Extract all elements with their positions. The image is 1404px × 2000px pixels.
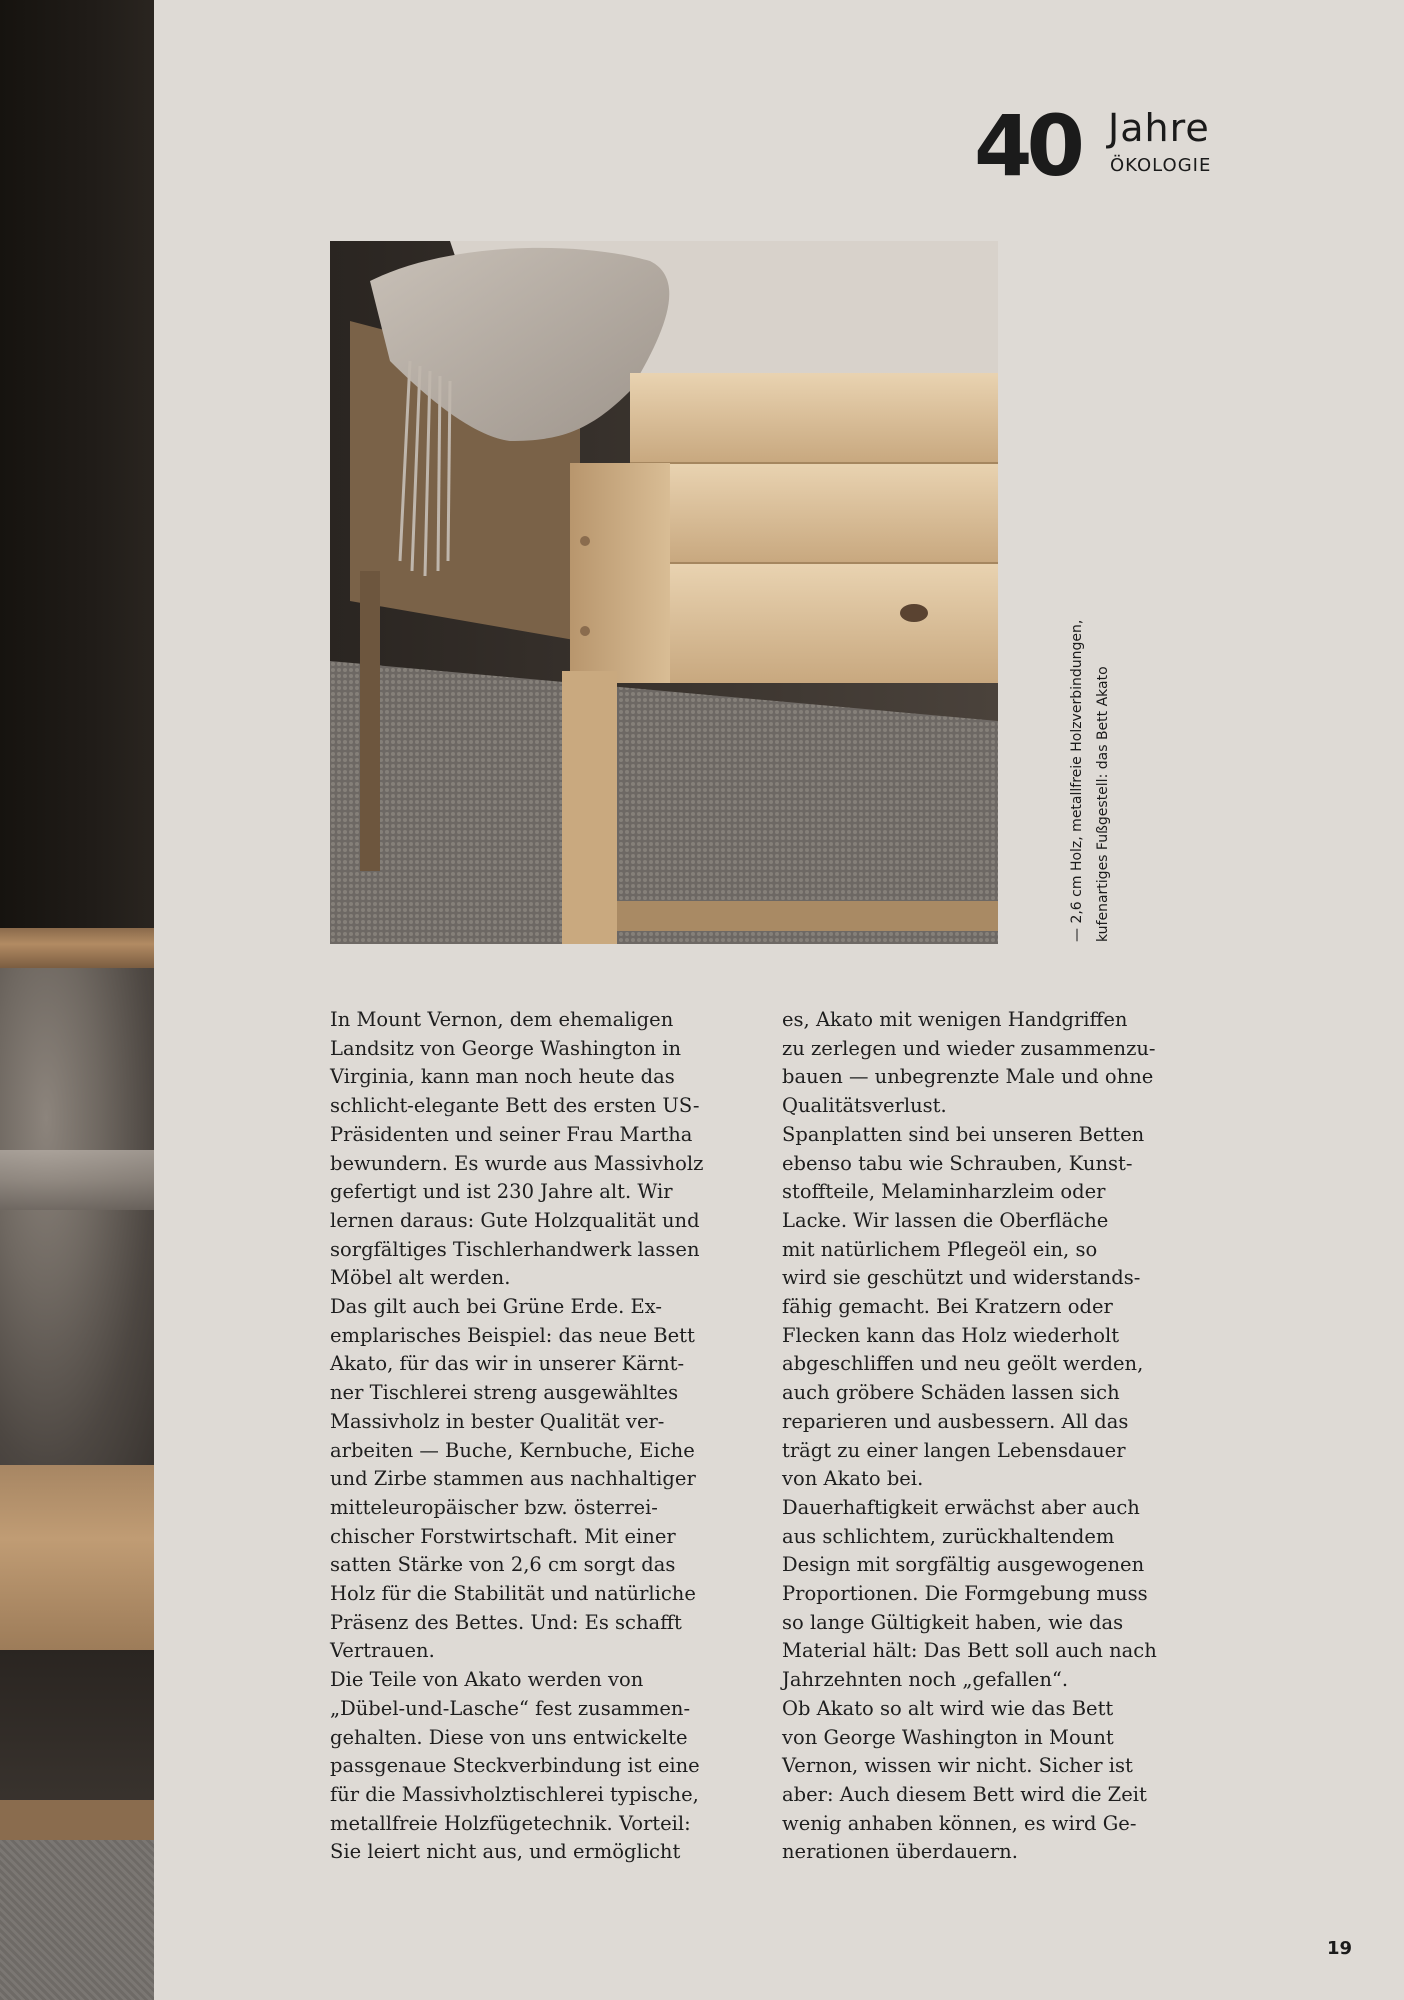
text-line: Die Teile von Akato werden von [330, 1668, 644, 1692]
logo-number: 40 [974, 97, 1079, 195]
text-line: Das gilt auch bei Grüne Erde. Ex- [330, 1295, 662, 1319]
text-line: Möbel alt werden. [330, 1266, 511, 1290]
text-line: „Dübel-und-Lasche“ fest zusammen- [330, 1696, 691, 1720]
text-line: emplarisches Beispiel: das neue Bett [330, 1323, 695, 1347]
left-edge-photo [0, 0, 154, 2000]
text-line: gehalten. Diese von uns entwickelte [330, 1725, 688, 1749]
text-line: wenig anhaben können, es wird Ge- [782, 1811, 1137, 1835]
text-line: satten Stärke von 2,6 cm sorgt das [330, 1553, 676, 1577]
body-text-right [782, 1006, 1222, 1867]
text-line: Akato, für das wir in unserer Kärnt- [330, 1352, 685, 1376]
text-line: ebenso tabu wie Schrauben, Kunst- [782, 1151, 1133, 1175]
text-line: bewundern. Es wurde aus Massivholz [330, 1151, 704, 1175]
text-line: Flecken kann das Holz wiederholt [782, 1323, 1120, 1347]
text-line: arbeiten — Buche, Kernbuche, Eiche [330, 1438, 695, 1462]
text-line: Proportionen. Die Formgebung muss [782, 1582, 1148, 1606]
text-line: Virginia, kann man noch heute das [330, 1065, 675, 1089]
text-line: In Mount Vernon, dem ehemaligen [330, 1008, 674, 1031]
caption-line: — 2,6 cm Holz, metallfreie Holzverbindungen, [1069, 619, 1085, 942]
text-line: nerationen überdauern. [782, 1840, 1018, 1864]
text-line: wird sie geschützt und widerstands- [782, 1266, 1141, 1290]
text-line: gefertigt und ist 230 Jahre alt. Wir [330, 1180, 673, 1204]
text-line: mitteleuropäischer bzw. österrei- [330, 1495, 658, 1519]
text-line: Präsenz des Bettes. Und: Es schafft [330, 1610, 682, 1634]
text-line: metallfreie Holzfügetechnik. Vorteil: [330, 1811, 691, 1835]
logo-word: Jahre [1108, 106, 1210, 150]
text-line: zu zerlegen und wieder zusammenzu- [782, 1036, 1156, 1060]
text-line: bauen — unbegrenzte Male und ohne [782, 1065, 1154, 1089]
text-line: so lange Gültigkeit haben, wie das [782, 1610, 1124, 1634]
text-line: abgeschliffen und neu geölt werden, [782, 1352, 1144, 1376]
text-line: es, Akato mit wenigen Handgriffen [782, 1008, 1128, 1031]
text-line: Vernon, wissen wir nicht. Sicher ist [782, 1754, 1133, 1778]
text-line: Vertrauen. [330, 1639, 435, 1663]
text-line: auch gröbere Schäden lassen sich [782, 1381, 1120, 1405]
text-line: ner Tischlerei streng ausgewähltes [330, 1381, 679, 1405]
text-line: Präsidenten und seiner Frau Martha [330, 1122, 693, 1146]
text-line: Massivholz in bester Qualität ver- [330, 1409, 665, 1433]
text-line: trägt zu einer langen Lebensdauer [782, 1438, 1126, 1462]
text-line: reparieren und ausbessern. All das [782, 1409, 1129, 1433]
text-line: passgenaue Steckverbindung ist eine [330, 1754, 700, 1778]
text-line: für die Massivholztischlerei typische, [330, 1782, 699, 1806]
text-line: chischer Forstwirtschaft. Mit einer [330, 1524, 676, 1548]
text-line: Jahrzehnten noch „gefallen“. [782, 1668, 1069, 1692]
text-line: und Zirbe stammen aus nachhaltiger [330, 1467, 696, 1491]
text-line: Spanplatten sind bei unseren Betten [782, 1122, 1145, 1146]
text-line: aber: Auch diesem Bett wird die Zeit [782, 1782, 1147, 1806]
text-line: Design mit sorgfältig ausgewogenen [782, 1553, 1145, 1577]
text-line: Holz für die Stabilität und natürliche [330, 1582, 696, 1606]
photo-caption [1064, 542, 1116, 942]
text-line: mit natürlichem Pflegeöl ein, so [782, 1237, 1098, 1261]
caption-line: kufenartiges Fußgestell: das Bett Akato [1095, 666, 1111, 942]
text-line: stoffteile, Melaminharzleim oder [782, 1180, 1106, 1204]
text-line: Qualitätsverlust. [782, 1094, 947, 1118]
text-line: Material hält: Das Bett soll auch nach [782, 1639, 1157, 1663]
bed-photo [330, 241, 998, 944]
text-line: fähig gemacht. Bei Kratzern oder [782, 1295, 1113, 1319]
text-line: aus schlichtem, zurückhaltendem [782, 1524, 1115, 1548]
text-line: von George Washington in Mount [782, 1725, 1114, 1749]
text-line: Sie leiert nicht aus, und ermöglicht [330, 1840, 681, 1864]
text-line: schlicht-elegante Bett des ersten US- [330, 1094, 700, 1118]
logo-subtitle: ÖKOLOGIE [1110, 155, 1212, 176]
text-line: von Akato bei. [782, 1467, 924, 1491]
text-line: sorgfältiges Tischlerhandwerk lassen [330, 1237, 700, 1261]
text-line: Landsitz von George Washington in [330, 1036, 682, 1060]
text-line: Dauerhaftigkeit erwächst aber auch [782, 1495, 1140, 1519]
text-line: Lacke. Wir lassen die Oberfläche [782, 1208, 1109, 1232]
body-text-left [330, 1006, 770, 1867]
page-number: 19 [1327, 1938, 1353, 1959]
text-line: lernen daraus: Gute Holzqualität und [330, 1208, 700, 1232]
text-line: Ob Akato so alt wird wie das Bett [782, 1696, 1114, 1720]
